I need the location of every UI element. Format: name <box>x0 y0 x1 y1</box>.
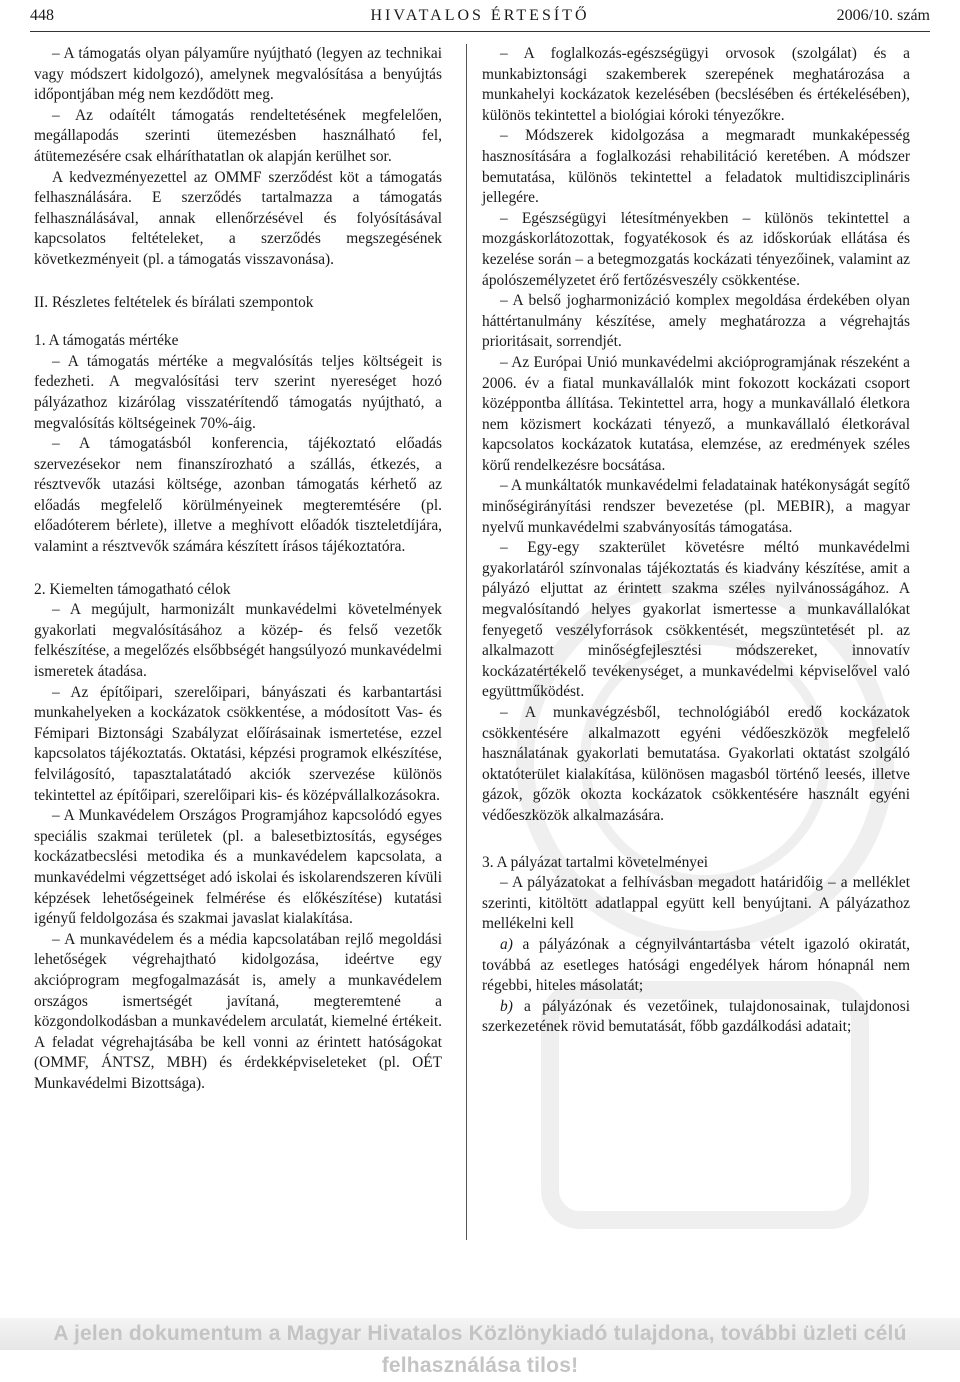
paragraph: – A munkáltatók munkavédelmi feladatainak hatékonyságát segítő minőségirányítási rendszer bevezetése (pl. MEBIR), a magyar nyelvű munkavédelmi szabványosítás támogatása. <box>482 477 910 536</box>
paragraph: – A munkavégzésből, technológiából eredő kockázatok csökkentésére alkalmazott egyéni védőeszközök megfelelő használatának gyakorlati bemutatása. Gyakorlati oktatást szolgáló oktatóterület kialakítása, különösen magasból történő leesés, illetve gázok, gőzök okozta kockázatok csökkentésére használt egyéni védőeszközök alkalmazására. <box>482 704 910 824</box>
paragraph: – Egy-egy szakterület követésre méltó munkavédelmi gyakorlatáról színvonalas tájékoztatás és kiadvány készítése, amit a pályázó eljuttat az érintett szakma széles nyilvánosságához. A megvalósítandó helyes gyakorlat ismertesse a munkavállalókat fenyegető veszélyforrások csökkentését, megszüntetését pl. az alkalmazott minőségfejlesztési módszereket, innovatív kockázatértékelő tevékenységet, a munkavédelmi képviselővel való együttműködést. <box>482 539 910 701</box>
list-item-label: a) <box>500 935 513 953</box>
paragraph: – Módszerek kidolgozása a megmaradt munkaképesség hasznosítására a foglalkozási rehabilitáció keretében. A módszer bemutatása, különös tekintettel a feladatok multidiszciplináris jellegére. <box>482 127 910 207</box>
page-header <box>30 4 930 32</box>
paragraph: – A munkavédelem és a média kapcsolatában rejlő megoldási lehetőségek végrehajtható kidolgozása, ideértve egy akcióprogram megfogalmazását is, amely a munkavédelem országos ismertségét javítaná, megteremtené a közgondolkodásban a munkavédelem arculatát, kiemelné értékeit. A feladat végrehajtásába be kell vonni az érintett hatóságokat (OMMF, ÁNTSZ, MBH) és érdekképviseleteket (pl. OÉT Munkavédelmi Bizottsága). <box>34 930 442 1092</box>
paragraph: – Az Európai Unió munkavédelmi akcióprogramjának részeként a 2006. év a fiatal munkavállalók mint fokozott kockázati csoport középpontba állítása. Tekintettel arra, hogy a munkavállaló életkora nem közismert kockázati tényező, a munkavállaló életkorával kapcsolatos kockázatok kutatása, elemzése, az eredmények széles körű rendelkezésre bocsátása. <box>482 353 910 474</box>
issue-number: 2006/10. szám <box>836 7 930 24</box>
list-item <box>482 935 910 997</box>
paragraph: – A támogatás olyan pályaműre nyújtható (legyen az technikai vagy módszert kidolgozó), amelynek megvalósítása a benyújtás időpontjában még nem kezdődött meg. <box>34 45 442 104</box>
list-item-label: b) <box>500 997 513 1015</box>
paragraph: – A Munkavédelem Országos Programjához kapcsolódó egyes speciális szakmai területek (pl. a balesetbiztosítás, egységes kockázatbecslési metodika és a munkavédelem kapcsolata, a munkavédelmi végzettséget adó iskolai és iskolarendszeren kívüli képzések lehetőségeinek felmérése és előkészítése) kutatási igényű feldolgozása és szakmai javaslat kialakítása. <box>34 807 442 928</box>
paragraph: – A belső jogharmonizáció komplex megoldása érdekében olyan háttértanulmány készítése, amely meghatározza a végrehajtás prioritásait, sorrendjét. <box>482 292 910 351</box>
subsection-heading: 1. A támogatás mértéke <box>34 332 179 350</box>
subsection-heading: 2. Kiemelten támogatható célok <box>34 580 231 598</box>
paragraph: – A megújult, harmonizált munkavédelmi követelmények gyakorlati megvalósításához a közép- és felső vezetők felkészítése, a megelőzés elsőbbségét hangsúlyozó munkavédelmi ismeretek átadása. <box>34 601 442 681</box>
list-item-text: a pályázónak a cégnyilvántartásba vételt igazoló okiratát, továbbá az esetleges hatósági engedélyek három hónapnál nem régebbi, hiteles másolatát; <box>482 935 910 995</box>
paragraph: – A pályázatokat a felhívásban megadott határidőig – a melléklet szerinti, kitöltött adatlappal együtt kell benyújtani. A pályázathoz mellékelni kell <box>482 874 910 933</box>
header-rule <box>30 31 930 32</box>
column-divider <box>466 44 467 1240</box>
journal-title: HIVATALOS ÉRTESÍTŐ <box>370 7 590 24</box>
paragraph: – A foglalkozás-egészségügyi orvosok (szolgálat) és a munkabiztonsági szakemberek szerepének meghatározása a munkahelyi kockázatok kezelésében (becslésében és értékelésében), különös tekintettel a biológiai kóroki tényezőkre. <box>482 45 910 124</box>
section-heading: II. Részletes feltételek és bírálati szempontok <box>34 293 314 311</box>
paragraph: – Egészségügyi létesítményekben – különös tekintettel a mozgáskorlátozottak, fogyatékosok és az időskorúak ellátása és kezelése során – a betegmozgatás kockázati tényezőinek, valamint az ápolószemélyzetet érő fertőzésveszély csökkentése. <box>482 209 910 289</box>
footer-notice: A jelen dokumentum a Magyar Hivatalos Közlönykiadó tulajdona, további üzleti célú felhasználása tilos! <box>0 1318 960 1350</box>
paragraph: – Az odaítélt támogatás rendeltetésének megfelelően, megállapodás szerinti ütemezésben használható fel, átütemezésére csak elháríthatatlan ok alapján kerülhet sor. <box>34 106 442 165</box>
right-column <box>482 44 910 1038</box>
list-item-text: a pályázónak és vezetőinek, tulajdonosainak, tulajdonosi szerkezetének rövid bemutatását, főbb gazdálkodási adatait; <box>482 997 910 1036</box>
paragraph: – A támogatás mértéke a megvalósítás teljes költségeit is fedezheti. A megvalósítási terv szerint nyereséget hozó pályázathoz kizárólag visszatérítendő támogatás nyújtható, a megvalósítás költségeinek 70%-áig. <box>34 352 442 432</box>
paragraph: A kedvezményezettel az OMMF szerződést köt a támogatás felhasználására. E szerződés tartalmazza a támogatás felhasználásával, annak ellenőrzésével és folyósításával kapcsolatos feltételeket, a szerződés megszegésének következményeit (pl. a támogatás visszavonása). <box>34 168 442 268</box>
paragraph: – Az építőipari, szerelőipari, bányászati és karbantartási munkahelyeken a kockázatok csökkentése, a módosított Vas- és Fémipari Biztonsági Szabályzat előírásainak ismertetése, ezzel kapcsolatos tájékoztatás. Oktatási, képzési programok elkészítése, felvilágosító, tapasztalatátadó akciók szervezése különös tekintettel az építőipari, szerelőipari kis- és középvállalkozásokra. <box>34 683 442 804</box>
left-column <box>34 44 442 1095</box>
page-number: 448 <box>30 7 54 24</box>
paragraph: – A támogatásból konferencia, tájékoztató előadás szervezésekor nem finanszírozható a szállás, étkezés, a résztvevők utazási költsége, azonban támogatás kérhető az előadás megfelelő körülményeinek megteremtésére (pl. előadóterem bérlete), illetve a meghívott előadók tiszteletdíjára, valamint a résztvevők számára készített írásos tájékoztatóra. <box>34 435 442 556</box>
subsection-heading: 3. A pályázat tartalmi követelményei <box>482 853 709 871</box>
list-item <box>482 997 910 1038</box>
